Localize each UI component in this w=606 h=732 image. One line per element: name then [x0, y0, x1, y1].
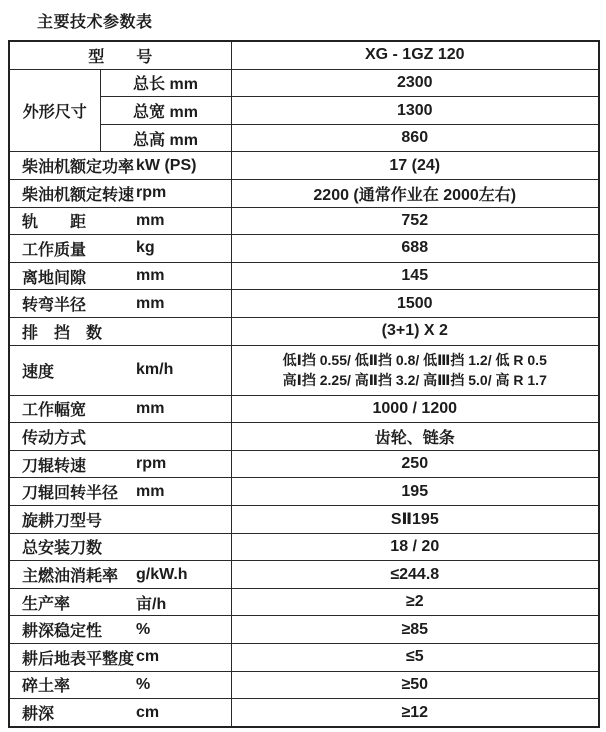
row-value-rated-speed: 2200 (通常作业在 2000左右): [231, 179, 599, 207]
row-label-rated-speed: 柴油机额定转速 rpm: [9, 179, 231, 207]
table-row-soil-crushing-rate: [9, 671, 599, 699]
row-label-turning-radius: 转弯半径 mm: [9, 290, 231, 318]
row-label-productivity: 生产率 亩/h: [9, 588, 231, 616]
row-label-length: 总长 mm: [100, 69, 231, 97]
row-value-blade-model: SⅡ195: [231, 506, 599, 534]
row-value-rated-power: 17 (24): [231, 152, 599, 180]
row-label-transmission: 传动方式: [9, 423, 231, 451]
spec-table: [8, 40, 600, 728]
row-label-rated-power: 柴油机额定功率 kW (PS): [9, 152, 231, 180]
row-label-gear-count: 排 挡 数: [9, 317, 231, 345]
row-label-width: 总宽 mm: [100, 97, 231, 125]
row-value-track-gauge: 752: [231, 207, 599, 235]
row-value-fuel-consumption: ≤244.8: [231, 561, 599, 589]
row-value-blade-count: 18 / 20: [231, 533, 599, 561]
row-label-blade-model: 旋耕刀型号: [9, 506, 231, 534]
page-title: 主要技术参数表: [37, 14, 153, 31]
table-row-rotor-radius: [9, 478, 599, 506]
row-value-turning-radius: 1500: [231, 290, 599, 318]
row-label-ground-clearance: 离地间隙 mm: [9, 262, 231, 290]
row-value-model: XG - 1GZ 120: [231, 41, 599, 69]
row-value-rotor-radius: 195: [231, 478, 599, 506]
table-row-depth-stability: [9, 616, 599, 644]
row-value-width: 1300: [231, 97, 599, 125]
table-row-blade-count: [9, 533, 599, 561]
table-row-ground-clearance: [9, 262, 599, 290]
table-row-working-mass: [9, 235, 599, 263]
row-label-rotor-radius: 刀辊回转半径 mm: [9, 478, 231, 506]
row-label-depth-stability: 耕深稳定性 %: [9, 616, 231, 644]
table-row-productivity: [9, 588, 599, 616]
speed-line-high: 高Ⅰ挡 2.25/ 高Ⅱ挡 3.2/ 高Ⅲ挡 5.0/ 高 R 1.7: [282, 372, 547, 389]
speed-line-low: 低Ⅰ挡 0.55/ 低Ⅱ挡 0.8/ 低Ⅲ挡 1.2/ 低 R 0.5: [282, 351, 547, 368]
table-row-gear-count: [9, 317, 599, 345]
row-label-speed: 速度 km/h: [9, 345, 231, 395]
table-row-model: [9, 41, 599, 69]
row-value-working-width: 1000 / 1200: [231, 395, 599, 423]
row-value-productivity: ≥2: [231, 588, 599, 616]
row-value-gear-count: (3+1) X 2: [231, 317, 599, 345]
row-value-working-mass: 688: [231, 235, 599, 263]
row-label-working-width: 工作幅宽 mm: [9, 395, 231, 423]
table-row-length: [9, 69, 599, 97]
row-label-model: 型 号: [9, 41, 231, 69]
table-row-working-width: [9, 395, 599, 423]
row-label-surface-flatness: 耕后地表平整度 cm: [9, 643, 231, 671]
row-value-soil-crushing-rate: ≥50: [231, 671, 599, 699]
table-row-rotor-speed: [9, 450, 599, 478]
row-value-rotor-speed: 250: [231, 450, 599, 478]
table-row-rated-speed: [9, 179, 599, 207]
table-row-track-gauge: [9, 207, 599, 235]
row-value-surface-flatness: ≤5: [231, 643, 599, 671]
table-row-fuel-consumption: [9, 561, 599, 589]
row-label-height: 总高 mm: [100, 124, 231, 152]
row-value-depth-stability: ≥85: [231, 616, 599, 644]
row-label-fuel-consumption: 主燃油消耗率 g/kW.h: [9, 561, 231, 589]
row-label-blade-count: 总安装刀数: [9, 533, 231, 561]
table-row-surface-flatness: [9, 643, 599, 671]
row-label-soil-crushing-rate: 碎土率 %: [9, 671, 231, 699]
table-row-tillage-depth: [9, 699, 599, 727]
table-row-speed: [9, 345, 599, 395]
table-row-rated-power: [9, 152, 599, 180]
row-label-working-mass: 工作质量 kg: [9, 235, 231, 263]
row-label-rotor-speed: 刀辊转速 rpm: [9, 450, 231, 478]
row-value-length: 2300: [231, 69, 599, 97]
row-value-ground-clearance: 145: [231, 262, 599, 290]
group-label-dimensions: 外形尺寸: [9, 69, 100, 152]
row-label-tillage-depth: 耕深 cm: [9, 699, 231, 727]
row-value-speed: [231, 345, 599, 395]
table-row-transmission: [9, 423, 599, 451]
table-row-turning-radius: [9, 290, 599, 318]
table-row-blade-model: [9, 506, 599, 534]
row-value-tillage-depth: ≥12: [231, 699, 599, 727]
row-value-transmission: 齿轮、链条: [231, 423, 599, 451]
row-label-track-gauge: 轨 距 mm: [9, 207, 231, 235]
row-value-height: 860: [231, 124, 599, 152]
